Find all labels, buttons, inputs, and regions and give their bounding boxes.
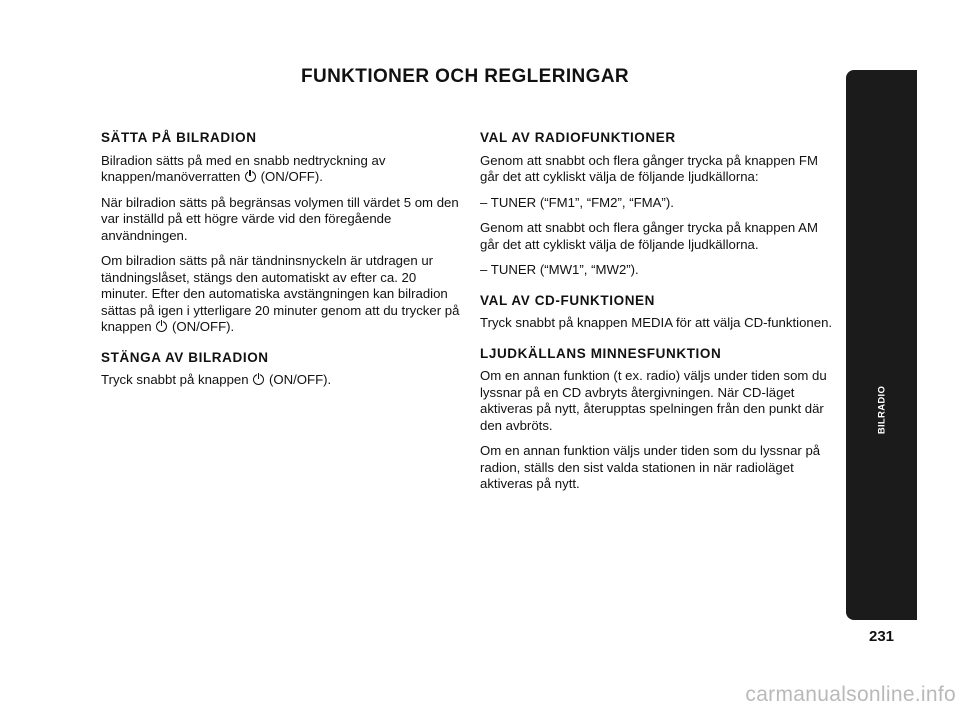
section-heading: SÄTTA PÅ BILRADION (101, 130, 257, 145)
paragraph: Tryck snabbt på knappen MEDIA för att välja CD-funktionen. (480, 315, 833, 330)
section-heading: STÄNGA AV BILRADION (101, 349, 269, 365)
paragraph: Om en annan funktion (t ex. radio) väljs under tiden som du lyssnar på en CD avbryts återgivningen. När CD-läget aktiveras på nytt, återupptas spelningen från den punkt där den avbröts. (480, 368, 827, 433)
section-stanga-av (101, 350, 461, 389)
paragraph: Tryck snabbt på knappen (ON/OFF). (101, 372, 332, 387)
paragraph: Om en annan funktion väljs under tiden som du lyssnar på radion, ställs den sist valda stationen in när radioläget aktiveras på nytt. (480, 443, 821, 491)
section-heading: VAL AV RADIOFUNKTIONER (480, 130, 676, 145)
section-satta-pa (101, 130, 461, 336)
chapter-label: BILRADIO (876, 385, 887, 435)
section-radiofunktioner (480, 130, 835, 279)
paragraph: När bilradion sätts på begränsas volymen till värdet 5 om den var inställd på ett högre värde vid den föregående användningen. (101, 194, 459, 243)
page-title: FUNKTIONER OCH REGLERINGAR (300, 66, 630, 87)
power-icon (245, 171, 256, 182)
left-column (101, 130, 461, 398)
paragraph: Genom att snabbt och flera gånger trycka på knappen FM går det att cykliskt välja de följande ljudkällorna: (480, 152, 818, 184)
section-heading: VAL AV CD-FUNKTIONEN (480, 292, 655, 308)
page-number: 231 (868, 628, 895, 645)
paragraph: Om bilradion sätts på när tändninsnyckeln är utdragen ur tändningslåset, stängs den automatiskt av efter ca. 20 minuter. Efter den automatiska avstängningen kan bilradion sättas på igen i ytterligare 20 minuter genom att du trycker på knappen (ON/OFF). (101, 253, 460, 334)
paragraph: – TUNER (“FM1”, “FM2”, “FMA”). (480, 194, 674, 210)
chapter-side-tab (846, 70, 917, 620)
section-heading: LJUDKÄLLANS MINNESFUNKTION (480, 345, 722, 361)
paragraph: – TUNER (“MW1”, “MW2”). (480, 262, 639, 277)
section-minnesfunktion (480, 346, 835, 493)
power-icon (253, 374, 264, 385)
paragraph: Genom att snabbt och flera gånger trycka på knappen AM går det att cykliskt välja de följande ljudkällorna. (480, 220, 818, 252)
watermark: carmanualsonline.info (745, 683, 956, 706)
paragraph: Bilradion sätts på med en snabb nedtryckning av knappen/manöverratten (ON/OFF). (101, 152, 386, 184)
right-column (480, 130, 835, 502)
section-cd-funktionen (480, 293, 835, 332)
power-icon (156, 321, 167, 332)
